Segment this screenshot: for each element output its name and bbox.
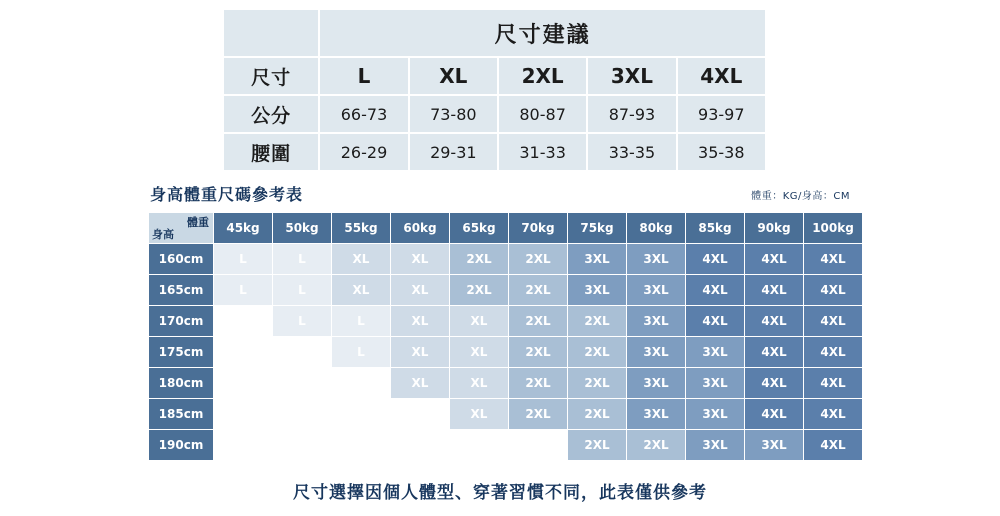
size-cell-0-8: 4XL (686, 244, 745, 275)
size-cell-0-6: 3XL (568, 244, 627, 275)
waist-value-l: 26-29 (319, 133, 408, 171)
size-cell-5-1 (273, 399, 332, 430)
weight-header-0: 45kg (214, 213, 273, 244)
size-cell-0-7: 3XL (627, 244, 686, 275)
spacer-cell (223, 9, 319, 57)
height-header-5: 185cm (149, 399, 214, 430)
size-cell-5-6: 2XL (568, 399, 627, 430)
size-cell-6-5 (509, 430, 568, 461)
size-cell-4-5: 2XL (509, 368, 568, 399)
size-cell-2-0 (214, 306, 273, 337)
size-cell-0-5: 2XL (509, 244, 568, 275)
weight-header-3: 60kg (391, 213, 450, 244)
size-cell-5-10: 4XL (804, 399, 863, 430)
size-cell-1-1: L (273, 275, 332, 306)
size-cell-5-9: 4XL (745, 399, 804, 430)
size-header-2xl: 2XL (498, 57, 587, 95)
size-cell-2-9: 4XL (745, 306, 804, 337)
footer-note: 尺寸選擇因個人體型、穿著習慣不同，此表僅供參考 (293, 483, 707, 503)
height-header-1: 165cm (149, 275, 214, 306)
size-cell-3-6: 2XL (568, 337, 627, 368)
weight-header-2: 55kg (332, 213, 391, 244)
size-cell-6-8: 3XL (686, 430, 745, 461)
size-cell-1-5: 2XL (509, 275, 568, 306)
size-cell-4-7: 3XL (627, 368, 686, 399)
size-cell-2-4: XL (450, 306, 509, 337)
weight-header-10: 100kg (804, 213, 863, 244)
size-suggestion-title: 尺寸建議 (319, 9, 766, 57)
size-cell-6-6: 2XL (568, 430, 627, 461)
size-cell-0-4: 2XL (450, 244, 509, 275)
weight-header-1: 50kg (273, 213, 332, 244)
size-cell-3-1 (273, 337, 332, 368)
size-cell-0-1: L (273, 244, 332, 275)
height-header-0: 160cm (149, 244, 214, 275)
size-cell-2-6: 2XL (568, 306, 627, 337)
size-cell-3-7: 3XL (627, 337, 686, 368)
size-cell-1-9: 4XL (745, 275, 804, 306)
weight-header-8: 85kg (686, 213, 745, 244)
size-cell-0-3: XL (391, 244, 450, 275)
size-cell-4-3: XL (391, 368, 450, 399)
size-cell-5-5: 2XL (509, 399, 568, 430)
height-weight-chart (148, 182, 852, 461)
height-header-2: 170cm (149, 306, 214, 337)
size-cell-5-7: 3XL (627, 399, 686, 430)
cm-value-l: 66-73 (319, 95, 408, 133)
size-cell-1-3: XL (391, 275, 450, 306)
size-cell-1-8: 4XL (686, 275, 745, 306)
row-label-waist: 腰圍 (223, 133, 319, 171)
size-cell-4-10: 4XL (804, 368, 863, 399)
size-suggestion-table (222, 8, 767, 172)
size-cell-6-0 (214, 430, 273, 461)
height-weight-table (148, 212, 863, 461)
size-cell-3-4: XL (450, 337, 509, 368)
size-header-xl: XL (409, 57, 498, 95)
size-cell-2-1: L (273, 306, 332, 337)
size-cell-4-0 (214, 368, 273, 399)
size-cell-6-10: 4XL (804, 430, 863, 461)
size-cell-5-0 (214, 399, 273, 430)
weight-header-6: 75kg (568, 213, 627, 244)
table-row (149, 368, 863, 399)
size-cell-4-2 (332, 368, 391, 399)
cm-value-2xl: 80-87 (498, 95, 587, 133)
chart-title: 身高體重尺碼參考表 (150, 185, 304, 204)
height-header-4: 180cm (149, 368, 214, 399)
size-cell-6-9: 3XL (745, 430, 804, 461)
table-row (149, 399, 863, 430)
chart-header (148, 182, 852, 208)
axis-corner-cell (149, 213, 214, 244)
size-cell-3-8: 3XL (686, 337, 745, 368)
weight-header-9: 90kg (745, 213, 804, 244)
size-cell-2-8: 4XL (686, 306, 745, 337)
table-row (149, 337, 863, 368)
weight-header-4: 65kg (450, 213, 509, 244)
cm-value-4xl: 93-97 (677, 95, 766, 133)
height-header-3: 175cm (149, 337, 214, 368)
waist-value-xl: 29-31 (409, 133, 498, 171)
waist-value-2xl: 31-33 (498, 133, 587, 171)
size-cell-6-3 (391, 430, 450, 461)
size-cell-6-2 (332, 430, 391, 461)
size-cell-6-4 (450, 430, 509, 461)
size-cell-4-9: 4XL (745, 368, 804, 399)
size-cell-3-10: 4XL (804, 337, 863, 368)
cm-value-xl: 73-80 (409, 95, 498, 133)
size-header-4xl: 4XL (677, 57, 766, 95)
cm-value-3xl: 87-93 (587, 95, 676, 133)
size-cell-1-6: 3XL (568, 275, 627, 306)
size-cell-0-2: XL (332, 244, 391, 275)
table-row (149, 430, 863, 461)
size-suggestion-table-wrapper (222, 8, 767, 172)
size-cell-3-5: 2XL (509, 337, 568, 368)
size-cell-0-10: 4XL (804, 244, 863, 275)
table-row (149, 306, 863, 337)
row-label-size: 尺寸 (223, 57, 319, 95)
size-cell-4-1 (273, 368, 332, 399)
size-cell-3-9: 4XL (745, 337, 804, 368)
table-row (223, 95, 766, 133)
table-row (223, 57, 766, 95)
size-cell-4-8: 3XL (686, 368, 745, 399)
size-cell-0-0: L (214, 244, 273, 275)
table-row (149, 275, 863, 306)
size-cell-6-1 (273, 430, 332, 461)
axis-label-weight: 體重 (187, 216, 209, 229)
size-cell-3-2: L (332, 337, 391, 368)
table-row (149, 244, 863, 275)
size-header-l: L (319, 57, 408, 95)
waist-value-4xl: 35-38 (677, 133, 766, 171)
height-header-6: 190cm (149, 430, 214, 461)
size-cell-1-10: 4XL (804, 275, 863, 306)
size-cell-4-4: XL (450, 368, 509, 399)
size-cell-5-2 (332, 399, 391, 430)
table-row (223, 9, 766, 57)
size-cell-5-8: 3XL (686, 399, 745, 430)
size-cell-5-4: XL (450, 399, 509, 430)
size-cell-0-9: 4XL (745, 244, 804, 275)
weight-header-5: 70kg (509, 213, 568, 244)
size-cell-1-0: L (214, 275, 273, 306)
weight-header-7: 80kg (627, 213, 686, 244)
size-cell-4-6: 2XL (568, 368, 627, 399)
size-cell-1-2: XL (332, 275, 391, 306)
size-cell-2-2: L (332, 306, 391, 337)
axis-label-height: 身高 (152, 228, 174, 241)
table-header-row (149, 213, 863, 244)
size-cell-1-7: 3XL (627, 275, 686, 306)
size-cell-6-7: 2XL (627, 430, 686, 461)
table-row (223, 133, 766, 171)
size-cell-2-5: 2XL (509, 306, 568, 337)
size-header-3xl: 3XL (587, 57, 676, 95)
size-cell-1-4: 2XL (450, 275, 509, 306)
size-cell-2-10: 4XL (804, 306, 863, 337)
chart-unit-note: 體重：KG/身高：CM (751, 191, 850, 202)
size-cell-3-3: XL (391, 337, 450, 368)
size-cell-2-7: 3XL (627, 306, 686, 337)
size-cell-3-0 (214, 337, 273, 368)
row-label-cm: 公分 (223, 95, 319, 133)
waist-value-3xl: 33-35 (587, 133, 676, 171)
size-cell-5-3 (391, 399, 450, 430)
size-cell-2-3: XL (391, 306, 450, 337)
